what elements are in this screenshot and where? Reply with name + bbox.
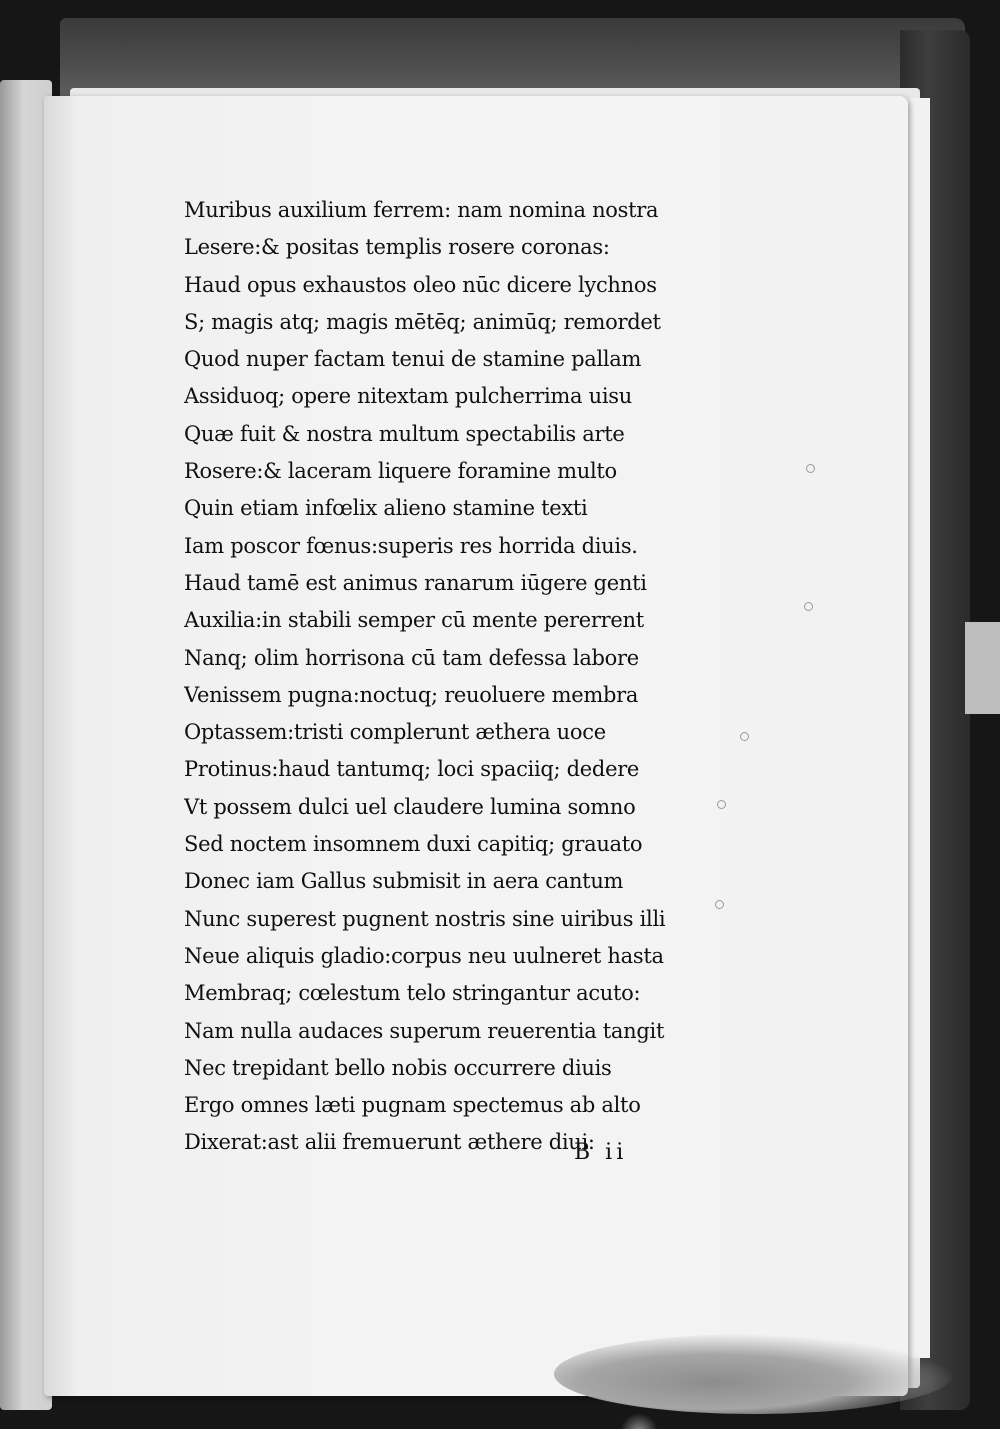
show-through-mark	[804, 602, 813, 611]
verse-line: Dixerat:ast alii fremuerunt æthere diui:	[184, 1130, 595, 1155]
verse-line: Nec trepidant bello nobis occurrere diuis	[184, 1055, 612, 1080]
verse-line: Sed noctem insomnem duxi capitiq; grauato	[184, 832, 643, 857]
verse-line: S; magis atq; magis mētēq; animūq; remordet	[184, 309, 661, 334]
verse-line: Ergo omnes læti pugnam spectemus ab alto	[184, 1093, 641, 1118]
verse-text	[184, 192, 724, 1162]
verse-line: Quin etiam infœlix alieno stamine texti	[184, 496, 588, 521]
verse-line: Quod nuper factam tenui de stamine pallam	[184, 347, 642, 372]
verse-line: Haud tamē est animus ranarum iūgere genti	[184, 570, 647, 595]
verse-line: Iam poscor fœnus:superis res horrida diuis.	[184, 533, 638, 558]
clasp-strap	[965, 622, 1000, 714]
verse-line: Nunc superest pugnent nostris sine uiribus illi	[184, 906, 666, 931]
verse-line: Venissem pugna:noctuq; reuoluere membra	[184, 682, 639, 707]
water-stain	[554, 1334, 954, 1414]
verse-line: Neue aliquis gladio:corpus neu uulneret hasta	[184, 943, 664, 968]
verse-line: Donec iam Gallus submisit in aera cantum	[184, 869, 624, 894]
verse-line: Muribus auxilium ferrem: nam nomina nostra	[184, 198, 659, 222]
verse-line: Membraq; cœlestum telo stringantur acuto:	[184, 981, 641, 1006]
verse-line: Protinus:haud tantumq; loci spaciiq; dedere	[184, 757, 640, 782]
water-stain-small	[619, 1414, 659, 1429]
show-through-mark	[740, 732, 749, 741]
verse-line: Vt possem dulci uel claudere lumina somno	[184, 794, 636, 819]
verse-line: Optassem:tristi complerunt æthera uoce	[184, 720, 606, 745]
verse-line: Auxilia:in stabili semper cū mente pererrent	[184, 608, 644, 633]
signature-mark: B ii	[574, 1140, 628, 1165]
verse-line: Haud opus exhaustos oleo nūc dicere lychnos	[184, 272, 657, 297]
verse-line: Quæ fuit & nostra multum spectabilis arte	[184, 421, 625, 446]
verse-line: Rosere:& laceram liquere foramine multo	[184, 459, 617, 484]
verse-line: Nam nulla audaces superum reuerentia tangit	[184, 1018, 665, 1043]
verse-line: Lesere:& positas templis rosere coronas:	[184, 235, 610, 260]
binding-top	[60, 18, 965, 98]
verse-line: Nanq; olim horrisona cū tam defessa labore	[184, 645, 639, 670]
verse-line: Assiduoq; opere nitextam pulcherrima uisu	[184, 384, 632, 409]
show-through-mark	[806, 464, 815, 473]
